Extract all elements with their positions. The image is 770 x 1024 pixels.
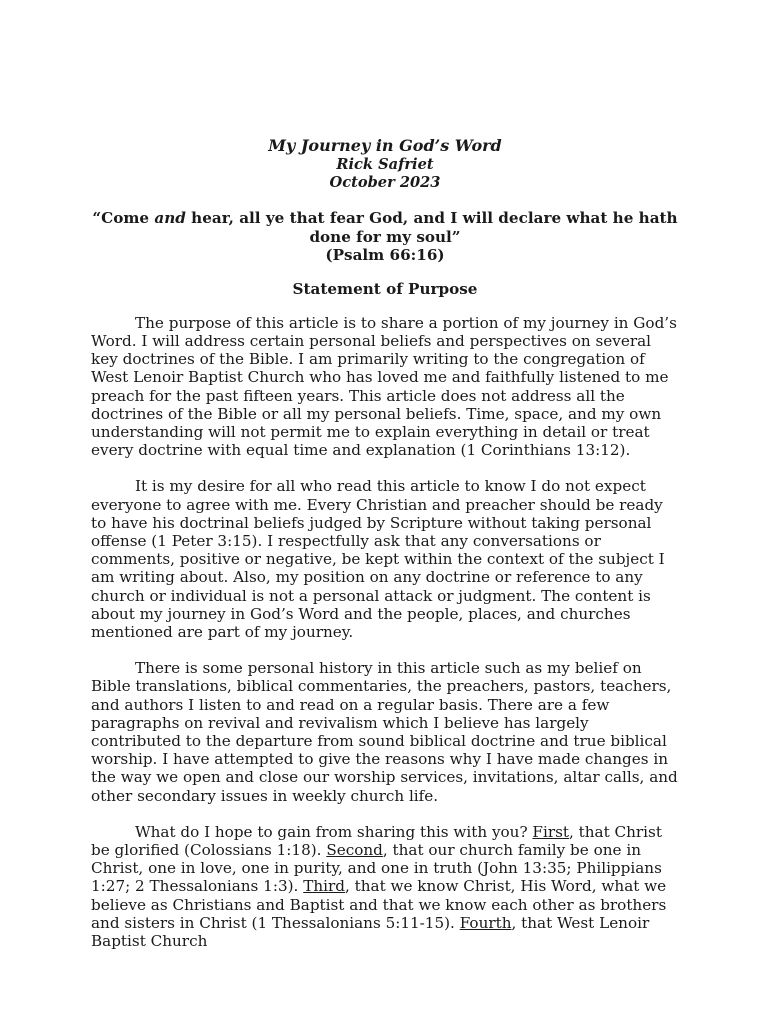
quote-emphasis: and	[154, 209, 186, 227]
author-name: Rick Safriet	[336, 156, 434, 173]
quote-text-after: hear, all ye that fear God, and I will declare what he hath done for my soul”	[185, 209, 678, 246]
p4-first: First	[532, 822, 569, 841]
p4-text-2: , that Christ be glorified (Colossians 1:18).	[91, 822, 662, 859]
document-page	[91, 136, 679, 968]
section-heading: Statement of Purpose	[292, 279, 478, 298]
epigraph-quote	[91, 209, 679, 246]
paragraph-1: The purpose of this article is to share a portion of my journey in God’s Word. I will address certain personal beliefs and perspectives on several key doctrines of the Bible. I am primarily writing to the congregation of West Lenoir Baptist Church who has loved me and faithfully listened to me preach for the past fifteen years. This article does not address all the doctrines of the Bible or all my personal beliefs. Time, space, and my own understanding will not permit me to explain everything in detail or treat every doctrine with equal time and explanation (1 Corinthians 13:12).	[91, 313, 677, 460]
p4-second: Second	[326, 840, 383, 859]
paragraph-3: There is some personal history in this article such as my belief on Bible translations, biblical commentaries, the preachers, pastors, teachers, and authors I listen to and read on a regular basis. There are a few paragraphs on revival and revivalism which I believe has largely contributed to the departure from sound biblical doctrine and true biblical worship. I have attempted to give the reasons why I have made changes in the way we open and close our worship services, invitations, altar calls, and other secondary issues in weekly church life.	[91, 659, 678, 805]
paragraph-4	[91, 823, 679, 950]
p4-text-4: , that we know Christ, His Word, what we believe as Christians and Baptist and that we know each other as brothers and sisters in Christ (1 Thessalonians 5:11-15).	[91, 877, 667, 932]
p4-third: Third	[303, 877, 345, 896]
quote-text-before: “Come	[92, 209, 155, 227]
p4-text-3: , that our church family be one in Christ, one in love, one in purity, and one in truth (John 13:35; Philippians 1:27; 2 Thessalonians 1:3).	[91, 840, 662, 896]
document-date: October 2023	[329, 174, 441, 191]
p4-fourth: Fourth	[459, 913, 512, 932]
paragraph-2: It is my desire for all who read this article to know I do not expect everyone to agree with me. Every Christian and preacher should be ready to have his doctrinal beliefs judged by Scripture without taking personal offense (1 Peter 3:15). I respectfully ask that any conversations or comments, positive or negative, be kept within the context of the subject I am writing about. Also, my position on any doctrine or reference to any church or individual is not a personal attack or judgment. The content is about my journey in God’s Word and the people, places, and churches mentioned are part of my journey.	[91, 477, 665, 641]
document-title: My Journey in God’s Word	[268, 136, 502, 155]
p4-text-5: , that West Lenoir Baptist Church	[91, 913, 650, 950]
epigraph-reference: (Psalm 66:16)	[325, 246, 445, 264]
p4-text-1: What do I hope to gain from sharing this with you?	[135, 822, 533, 841]
